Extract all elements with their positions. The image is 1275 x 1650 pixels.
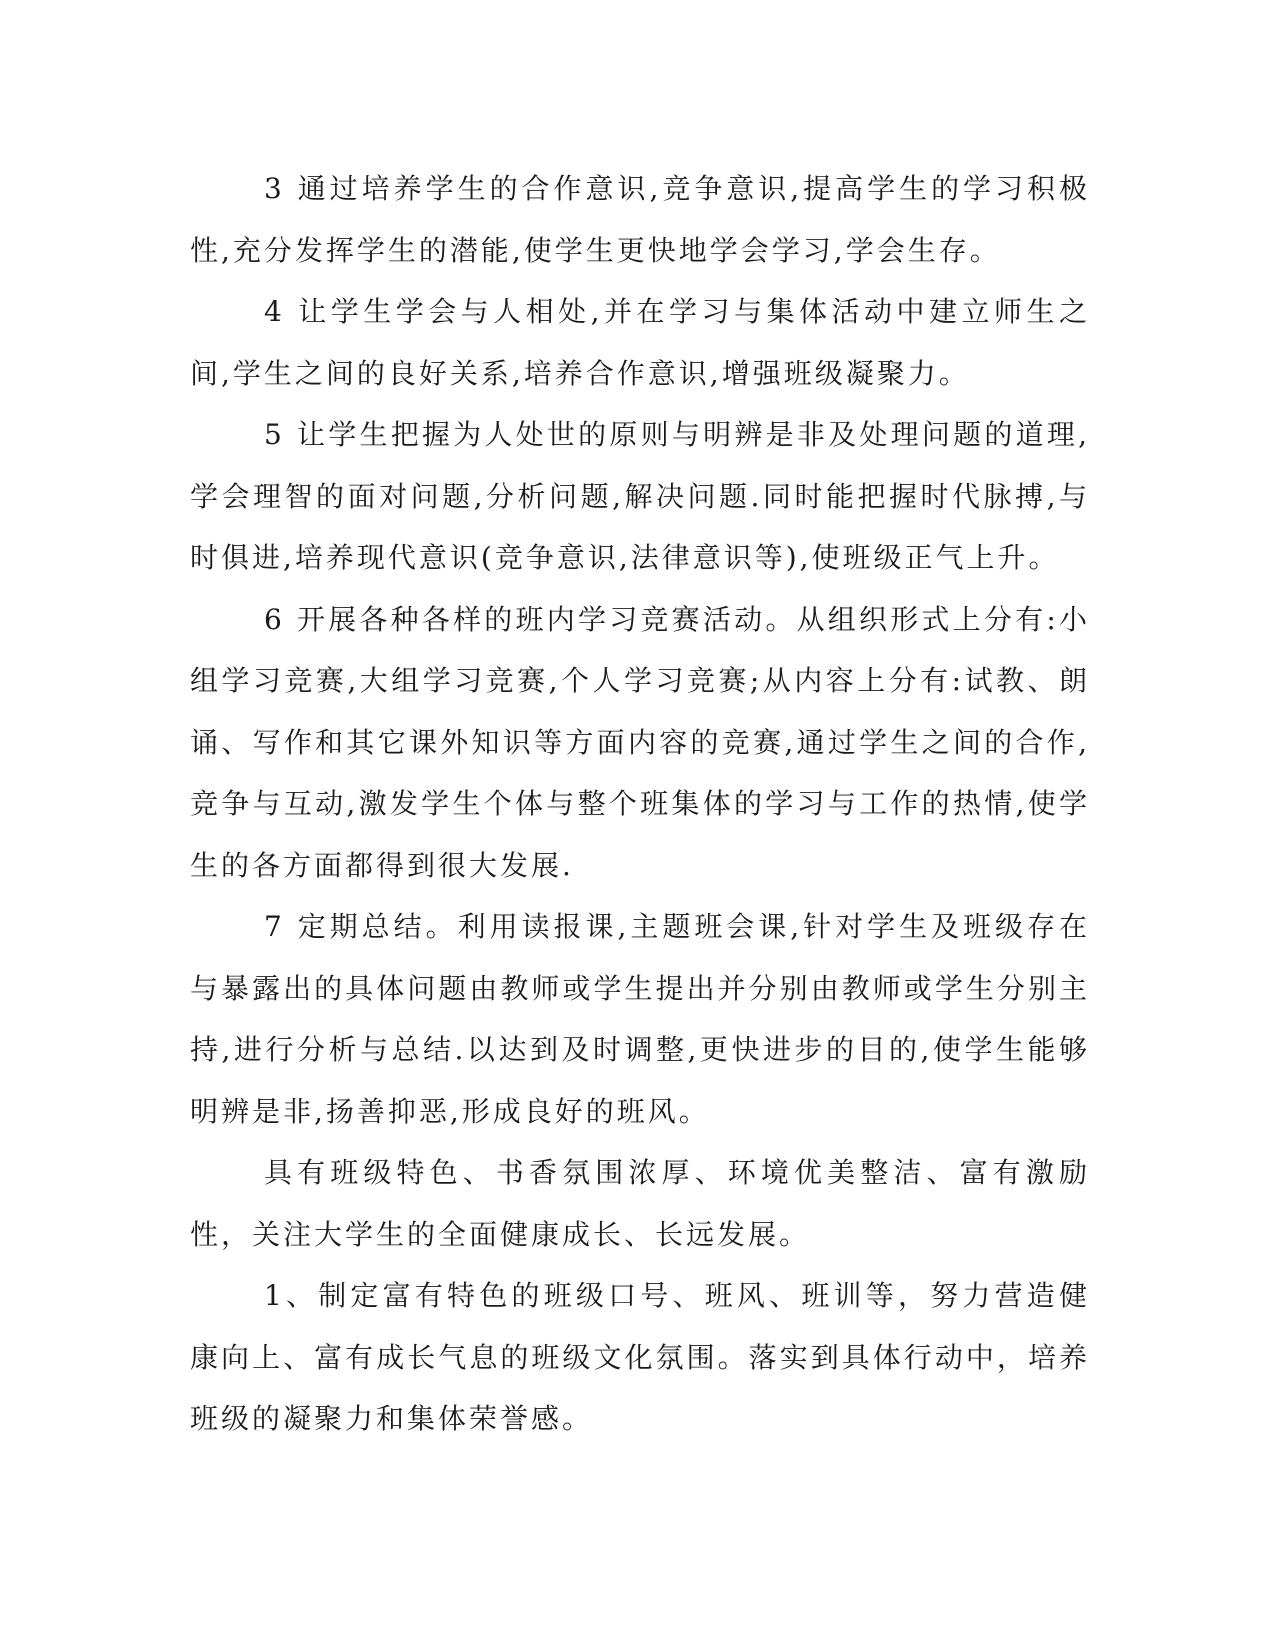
paragraph-4: 4 让学生学会与人相处,并在学习与集体活动中建立师生之间,学生之间的良好关系,培养合作意识,增强班级凝聚力。	[190, 295, 1090, 390]
paragraph-6: 6 开展各种各样的班内学习竞赛活动。从组织形式上分有:小组学习竞赛,大组学习竞赛,个人学习竞赛;从内容上分有:试教、朗诵、写作和其它课外知识等方面内容的竞赛,通过学生之间的合作,竞争与互动,激发学生个体与整个班集体的学习与工作的热情,使学生的各方面都得到很大发展.	[190, 602, 1090, 882]
paragraph-3: 3 通过培养学生的合作意识,竞争意识,提高学生的学习积极性,充分发挥学生的潜能,使学生更快地学会学习,学会生存。	[190, 172, 1090, 267]
paragraph-item-1: 1、制定富有特色的班级口号、班风、班训等，努力营造健康向上、富有成长气息的班级文化氛围。落实到具体行动中，培养班级的凝聚力和集体荣誉感。	[190, 1279, 1090, 1435]
document-body	[190, 158, 1090, 1450]
paragraph-class-culture: 具有班级特色、书香氛围浓厚、环境优美整洁、富有激励性，关注大学生的全面健康成长、长远发展。	[190, 1156, 1090, 1251]
paragraph-7: 7 定期总结。利用读报课,主题班会课,针对学生及班级存在与暴露出的具体问题由教师或学生提出并分别由教师或学生分别主持,进行分析与总结.以达到及时调整,更快进步的目的,使学生能够明辨是非,扬善抑恶,形成良好的班风。	[190, 910, 1090, 1128]
paragraph-5: 5 让学生把握为人处世的原则与明辨是非及处理问题的道理,学会理智的面对问题,分析问题,解决问题.同时能把握时代脉搏,与时俱进,培养现代意识(竞争意识,法律意识等),使班级正气上升。	[190, 418, 1090, 574]
